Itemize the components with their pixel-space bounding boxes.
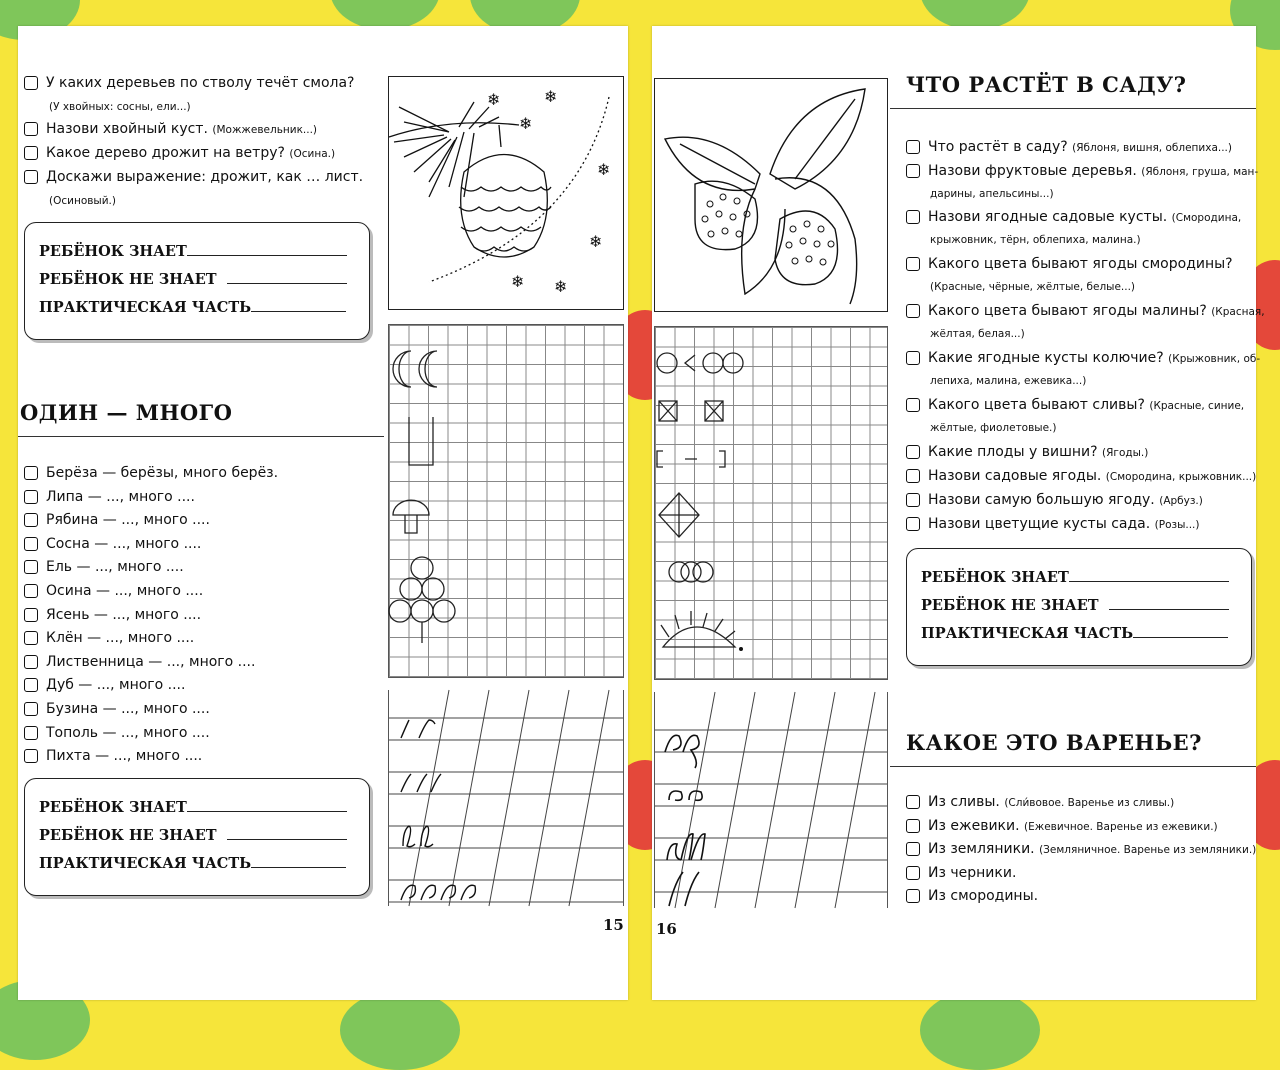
svg-text:❄: ❄: [554, 277, 568, 296]
question-item: Какого цвета бывают ягоды смородины?: [906, 255, 1233, 273]
question-item: Сосна — ..., много ....: [24, 535, 201, 553]
checkbox[interactable]: [24, 655, 38, 669]
question-hint: (Красные, чёрные, жёлтые, белые...): [930, 281, 1136, 293]
answer-line[interactable]: [1109, 595, 1229, 610]
checkbox[interactable]: [906, 257, 920, 271]
svg-text:❄: ❄: [544, 87, 558, 106]
answer-line[interactable]: [251, 297, 346, 312]
question-item: Назови цветущие кусты сада. (Розы...): [906, 515, 1199, 534]
question-item: Ель — ..., много ....: [24, 558, 184, 576]
checkbox[interactable]: [906, 304, 920, 318]
question-item: Из черники.: [906, 864, 1016, 882]
handwriting-lines: [655, 692, 887, 908]
checkbox[interactable]: [24, 466, 38, 480]
question-item: Какого цвета бывают ягоды малины? (Красная,: [906, 302, 1265, 321]
checkbox[interactable]: [906, 889, 920, 903]
checkbox[interactable]: [906, 398, 920, 412]
divider: [890, 766, 1256, 767]
checkbox[interactable]: [24, 122, 38, 136]
question-item: Из ежевики. (Ежевичное. Варенье из ежевики.): [906, 817, 1218, 836]
section-title: ЧТО РАСТЁТ В САДУ?: [906, 72, 1187, 97]
svg-text:❄: ❄: [487, 90, 501, 109]
answer-line[interactable]: [187, 797, 347, 812]
question-item: Какого цвета бывают сливы? (Красные, синие,: [906, 396, 1244, 415]
question-item: Какие плоды у вишни? (Ягоды.): [906, 443, 1148, 462]
question-hint: (Осиновый.): [49, 195, 116, 207]
question-item: Назови садовые ягоды. (Смородина, крыжовник...): [906, 467, 1256, 486]
checkbox[interactable]: [906, 469, 920, 483]
drawing-grid[interactable]: [654, 326, 888, 680]
answer-line[interactable]: [1069, 567, 1229, 582]
checkbox[interactable]: [24, 702, 38, 716]
question-item: Тополь — ..., много ....: [24, 724, 210, 742]
checkbox[interactable]: [24, 76, 38, 90]
question-item: Какие ягодные кусты колючие? (Крыжовник, об-: [906, 349, 1260, 368]
checkbox[interactable]: [24, 170, 38, 184]
drawing-grid[interactable]: [388, 324, 624, 678]
green-apple-decoration: [920, 990, 1040, 1070]
page-number: 16: [656, 920, 677, 938]
question-item: Рябина — ..., много ....: [24, 511, 210, 529]
checkbox[interactable]: [24, 537, 38, 551]
question-item: Назови ягодные садовые кусты. (Смородина,: [906, 208, 1241, 227]
question-hint: (У хвойных: сосны, ели...): [49, 101, 191, 113]
page-15: [18, 26, 628, 1000]
checkbox[interactable]: [24, 608, 38, 622]
checkbox[interactable]: [906, 164, 920, 178]
checkbox[interactable]: [906, 795, 920, 809]
svg-text:❄: ❄: [597, 160, 611, 179]
question-hint: жёлтые, фиолетовые.): [930, 422, 1057, 434]
handwriting-area[interactable]: [388, 690, 624, 906]
question-item: Назови хвойный куст. (Можжевельник...): [24, 120, 317, 139]
answer-line[interactable]: [187, 241, 347, 256]
divider: [890, 108, 1256, 109]
checkbox[interactable]: [906, 445, 920, 459]
answer-line[interactable]: [227, 269, 347, 284]
question-hint: жёлтая, белая...): [930, 328, 1025, 340]
checkbox[interactable]: [24, 513, 38, 527]
page-16: [652, 26, 1265, 1000]
answer-line[interactable]: [227, 825, 347, 840]
checkbox[interactable]: [906, 493, 920, 507]
handwriting-area[interactable]: [654, 692, 888, 908]
question-hint: лепиха, малина, ежевика...): [930, 375, 1087, 387]
svg-text:❄: ❄: [589, 232, 603, 251]
checkbox[interactable]: [24, 678, 38, 692]
question-hint: крыжовник, тёрн, облепиха, малина.): [930, 234, 1141, 246]
question-item: Бузина — ..., много ....: [24, 700, 210, 718]
question-item: У каких деревьев по стволу течёт смола?: [24, 74, 354, 92]
question-item: Что растёт в саду? (Яблоня, вишня, облепиха...): [906, 138, 1232, 157]
checkbox[interactable]: [24, 560, 38, 574]
svg-text:❄: ❄: [511, 272, 525, 291]
question-item: Доскажи выражение: дрожит, как … лист.: [24, 168, 363, 186]
question-item: Липа — ..., много ....: [24, 488, 195, 506]
section-title: ОДИН — МНОГО: [20, 400, 233, 425]
checkbox[interactable]: [24, 749, 38, 763]
svg-text:❄: ❄: [519, 114, 533, 133]
copy-shapes: [655, 327, 887, 679]
answer-line[interactable]: [251, 853, 346, 868]
score-box: РЕБЁНОК ЗНАЕТ РЕБЁНОК НЕ ЗНАЕТ ПРАКТИЧЕСКАЯ ЧАСТЬ: [24, 778, 370, 896]
question-item: Берёза — берёзы, много берёз.: [24, 464, 278, 482]
question-item: Осина — ..., много ....: [24, 582, 203, 600]
checkbox[interactable]: [906, 866, 920, 880]
question-item: Из земляники. (Земляничное. Варенье из земляники.): [906, 840, 1256, 859]
checkbox[interactable]: [906, 842, 920, 856]
question-item: Пихта — ..., много ....: [24, 747, 202, 765]
checkbox[interactable]: [24, 631, 38, 645]
divider: [18, 436, 384, 437]
checkbox[interactable]: [906, 517, 920, 531]
checkbox[interactable]: [24, 584, 38, 598]
page-number: 15: [603, 916, 624, 934]
handwriting-lines: [389, 690, 623, 906]
question-item: Лиственница — ..., много ....: [24, 653, 255, 671]
answer-line[interactable]: [1133, 623, 1228, 638]
question-item: Клён — ..., много ....: [24, 629, 194, 647]
checkbox[interactable]: [24, 726, 38, 740]
pine-branch-cone-illustration: [389, 77, 623, 309]
checkbox[interactable]: [906, 819, 920, 833]
score-box: РЕБЁНОК ЗНАЕТ РЕБЁНОК НЕ ЗНАЕТ ПРАКТИЧЕСКАЯ ЧАСТЬ: [24, 222, 370, 340]
question-item: Ясень — ..., много ....: [24, 606, 201, 624]
pine-cone-picture: [388, 76, 624, 310]
question-item: Какое дерево дрожит на ветру? (Осина.): [24, 144, 335, 163]
strawberry-illustration: [655, 79, 887, 311]
section-title: КАКОЕ ЭТО ВАРЕНЬЕ?: [906, 730, 1202, 755]
question-item: Из смородины.: [906, 887, 1038, 905]
score-box: РЕБЁНОК ЗНАЕТ РЕБЁНОК НЕ ЗНАЕТ ПРАКТИЧЕСКАЯ ЧАСТЬ: [906, 548, 1252, 666]
question-item: Из сливы. (Сли́вовое. Варенье из сливы.): [906, 793, 1174, 812]
question-item: Назови самую большую ягоду. (Арбуз.): [906, 491, 1203, 510]
green-apple-decoration: [340, 990, 460, 1070]
checkbox[interactable]: [906, 351, 920, 365]
checkbox[interactable]: [906, 210, 920, 224]
question-item: Дуб — ..., много ....: [24, 676, 185, 694]
strawberry-picture: [654, 78, 888, 312]
copy-shapes: [389, 325, 623, 677]
checkbox[interactable]: [906, 140, 920, 154]
checkbox[interactable]: [24, 490, 38, 504]
question-hint: дарины, апельсины...): [930, 188, 1054, 200]
question-item: Назови фруктовые деревья. (Яблоня, груша, ман-: [906, 162, 1258, 181]
checkbox[interactable]: [24, 146, 38, 160]
